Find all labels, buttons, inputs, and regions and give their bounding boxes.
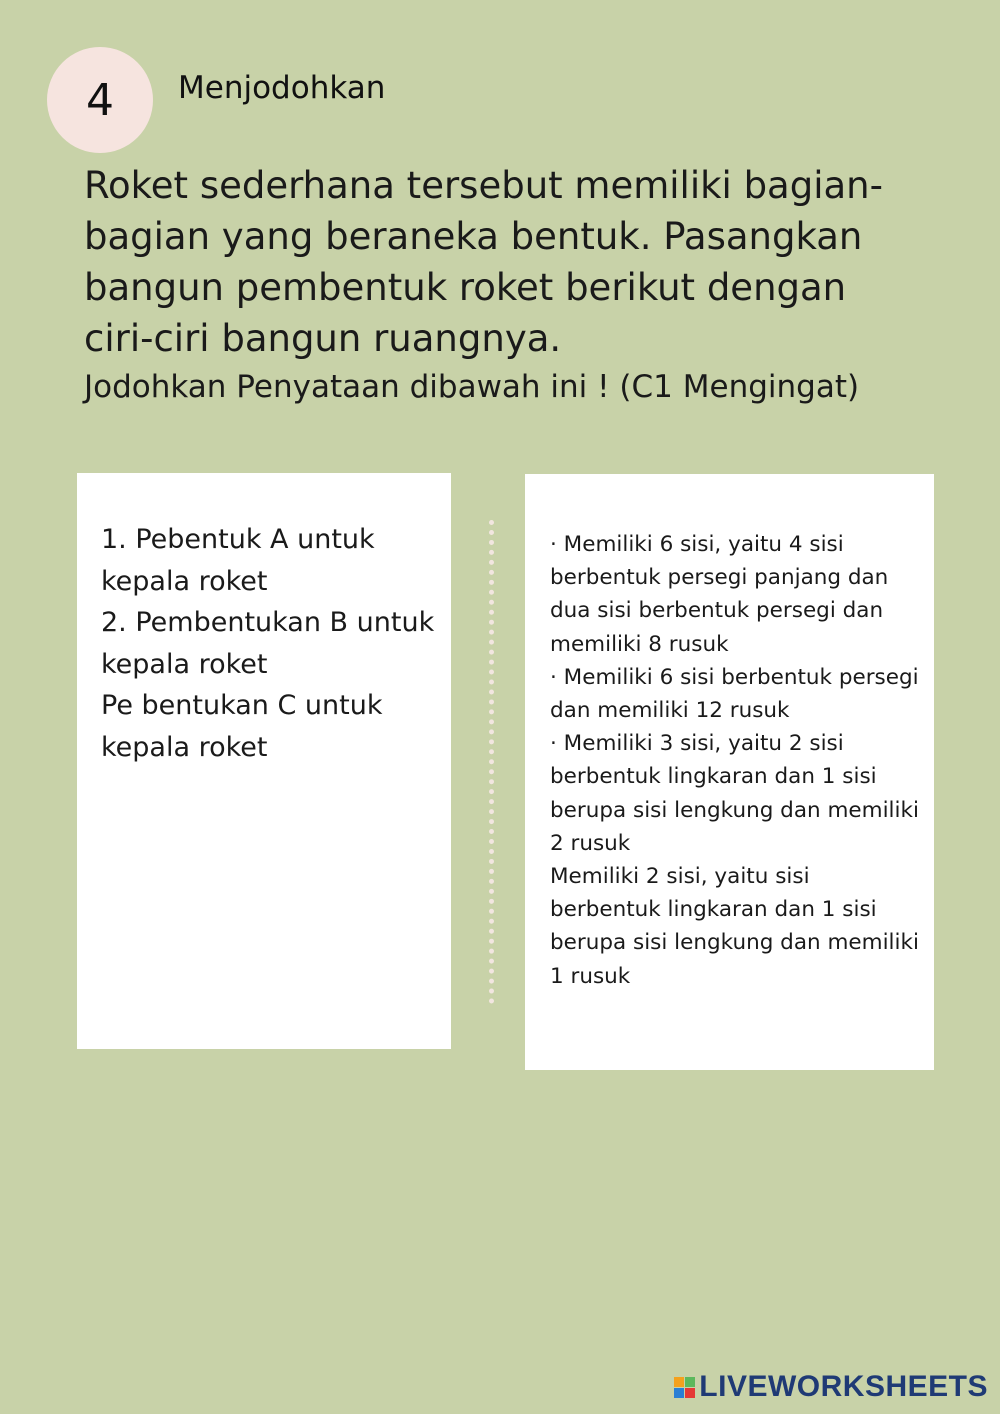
question-number: 4 [86, 74, 114, 126]
liveworksheets-branding[interactable] [674, 1370, 988, 1404]
statements-card [77, 473, 451, 1049]
section-title: Menjodohkan [178, 70, 386, 106]
question-number-badge [47, 47, 153, 153]
statement-item[interactable]: Pe bentukan C untuk kepala roket [101, 690, 383, 763]
characteristics-card [525, 474, 934, 1070]
dotted-divider [489, 520, 494, 1004]
statements-list [101, 519, 436, 769]
characteristic-item[interactable]: · Memiliki 3 sisi, yaitu 2 sisi berbentuk lingkaran dan 1 sisi berupa sisi lengkung dan memiliki 2 rusuk [550, 731, 919, 856]
characteristics-list [550, 528, 920, 993]
characteristic-item[interactable]: · Memiliki 6 sisi, yaitu 4 sisi berbentuk persegi panjang dan dua sisi berbentuk persegi dan memiliki 8 rusuk [550, 532, 889, 657]
statement-item[interactable]: 1. Pebentuk A untuk kepala roket [101, 524, 375, 597]
question-text: Roket sederhana tersebut memiliki bagian-bagian yang beraneka bentuk. Pasangkan bangun pembentuk roket berikut dengan ciri-ciri bangun ruangnya. [84, 164, 883, 360]
characteristic-item[interactable]: Memiliki 2 sisi, yaitu sisi berbentuk lingkaran dan 1 sisi berupa sisi lengkung dan memiliki 1 rusuk [550, 864, 919, 989]
instruction-text: Jodohkan Penyataan dibawah ini ! (C1 Mengingat) [84, 369, 860, 405]
statement-item[interactable]: 2. Pembentukan B untuk kepala roket [101, 607, 435, 680]
characteristic-item[interactable]: · Memiliki 6 sisi berbentuk persegi dan memiliki 12 rusuk [550, 664, 919, 724]
brand-name: LIVEWORKSHEETS [699, 1370, 988, 1403]
liveworksheets-logo-icon [674, 1377, 695, 1398]
